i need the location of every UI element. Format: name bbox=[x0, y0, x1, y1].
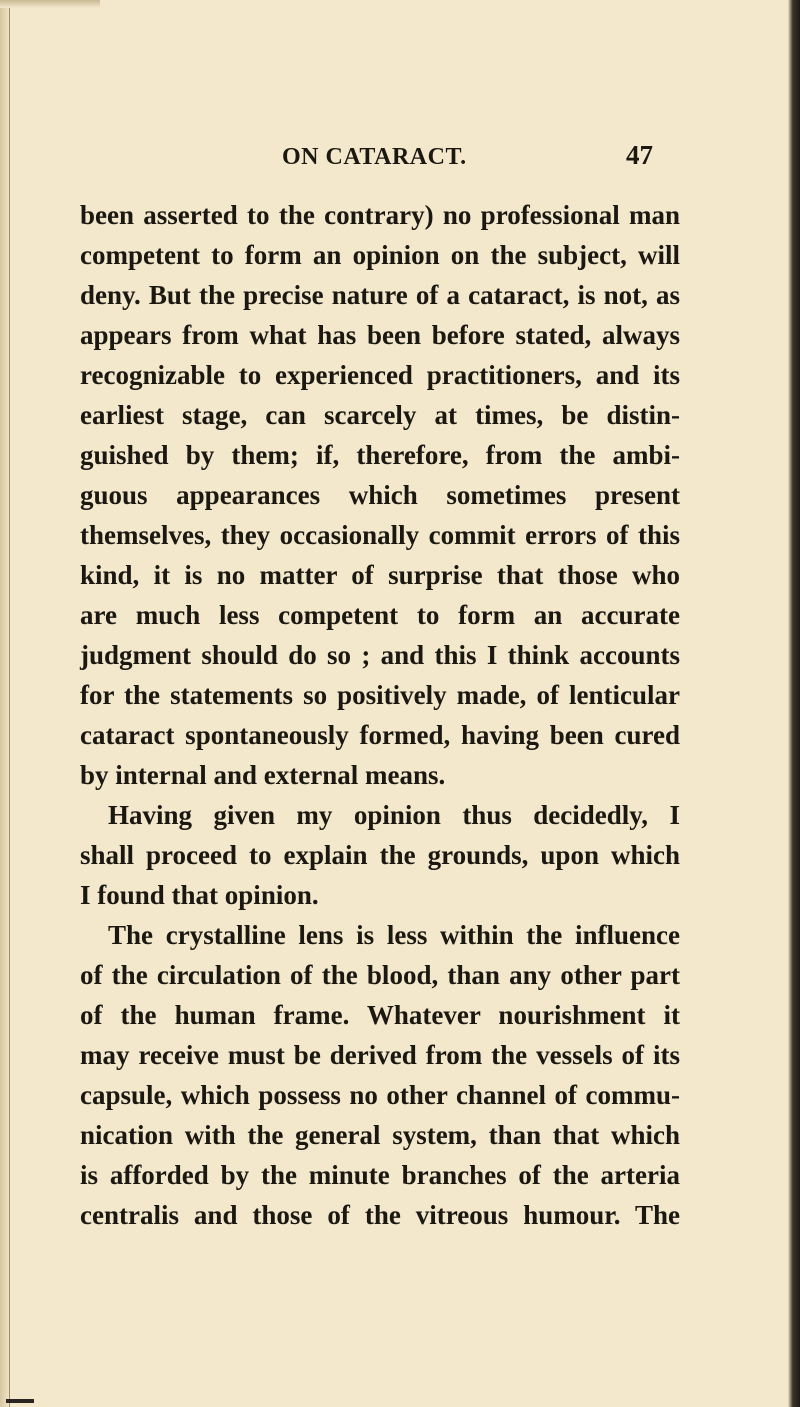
text-line: cataract spontaneously formed, having been cured bbox=[80, 720, 680, 750]
page-top-edge bbox=[0, 0, 100, 8]
text-line: capsule, which possess no other channel of commu- bbox=[80, 1080, 680, 1110]
text-line: shall proceed to explain the grounds, upon which bbox=[80, 840, 680, 870]
text-line: The crystalline lens is less within the influence bbox=[108, 920, 680, 950]
text-line: deny. But the precise nature of a cataract, is not, as bbox=[80, 280, 680, 310]
text-line: I found that opinion. bbox=[80, 880, 319, 910]
body-text bbox=[80, 195, 680, 1235]
text-line: recognizable to experienced practitioners, and its bbox=[80, 360, 680, 390]
text-line: been asserted to the contrary) no professional man bbox=[80, 200, 680, 230]
text-line: is afforded by the minute branches of the arteria bbox=[80, 1160, 680, 1190]
text-line: nication with the general system, than that which bbox=[80, 1120, 680, 1150]
text-line: appears from what has been before stated, always bbox=[80, 320, 680, 350]
page-binding-edge bbox=[0, 0, 10, 1407]
text-line: of the human frame. Whatever nourishment it bbox=[80, 1000, 680, 1030]
text-line: kind, it is no matter of surprise that those who bbox=[80, 560, 680, 590]
text-line: themselves, they occasionally commit errors of this bbox=[80, 520, 680, 550]
text-line: guous appearances which sometimes present bbox=[80, 480, 680, 510]
text-line: centralis and those of the vitreous humour. The bbox=[80, 1200, 680, 1230]
running-head bbox=[0, 140, 800, 174]
text-line: for the statements so positively made, of lenticular bbox=[80, 680, 680, 710]
text-line: judgment should do so ; and this I think accounts bbox=[80, 640, 680, 670]
text-line: competent to form an opinion on the subject, will bbox=[80, 240, 680, 270]
text-line: of the circulation of the blood, than any other part bbox=[80, 960, 680, 990]
text-line: are much less competent to form an accurate bbox=[80, 600, 680, 630]
text-line: by internal and external means. bbox=[80, 760, 446, 790]
running-title: ON CATARACT. bbox=[282, 144, 467, 170]
text-line: Having given my opinion thus decidedly, I bbox=[108, 800, 680, 830]
text-line: earliest stage, can scarcely at times, be distin- bbox=[80, 400, 680, 430]
page-number: 47 bbox=[626, 140, 653, 170]
text-line: guished by them; if, therefore, from the ambi- bbox=[80, 440, 680, 470]
page-corner-mark bbox=[6, 1399, 34, 1403]
page-right-shadow bbox=[788, 0, 800, 1407]
text-line: may receive must be derived from the vessels of its bbox=[80, 1040, 680, 1070]
